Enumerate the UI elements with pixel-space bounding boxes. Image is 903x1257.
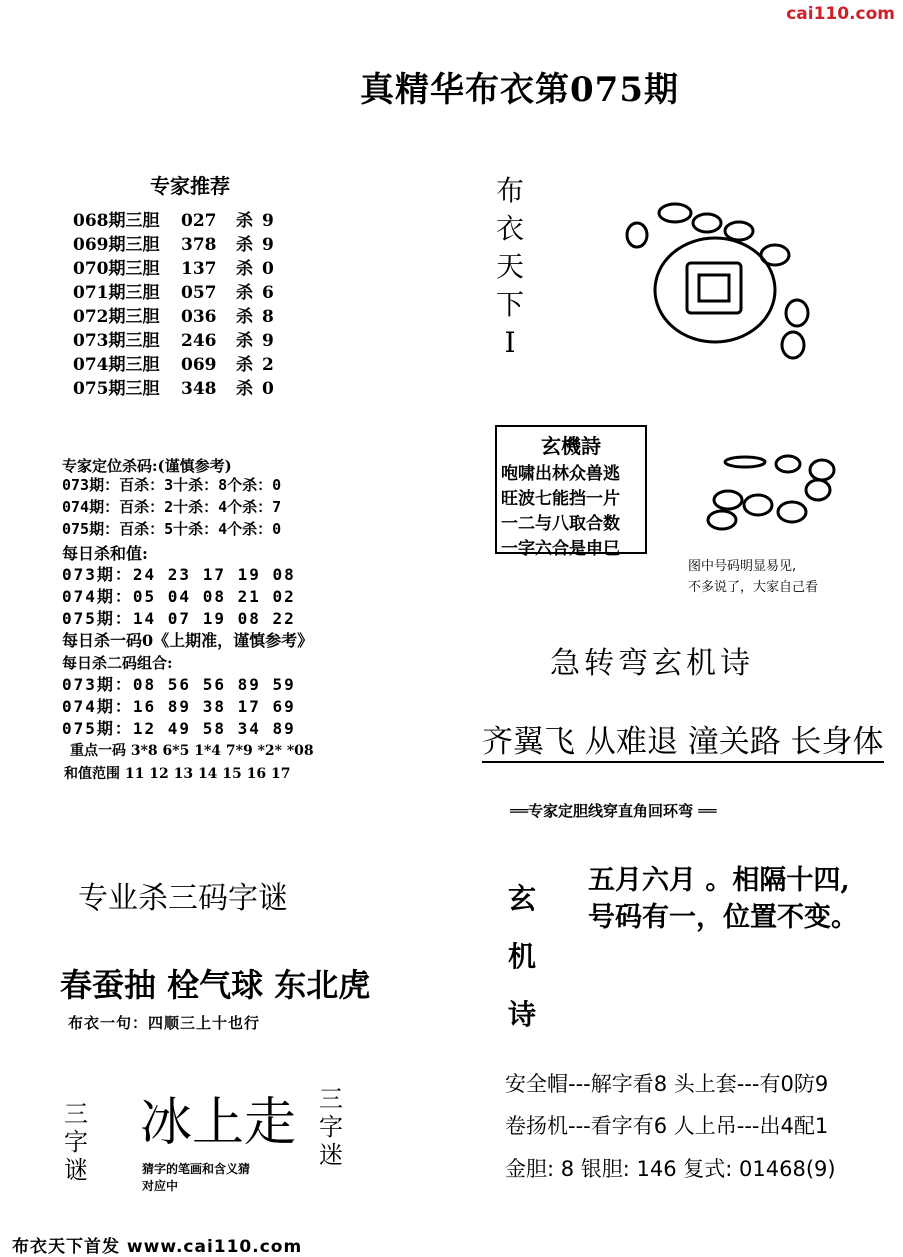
expert-row-period: 074期三胆 — [73, 355, 160, 375]
expert-row-kill: 杀 — [236, 379, 253, 399]
expert-row-nums: 036 — [181, 307, 217, 327]
vertical-char: 字 — [64, 1128, 88, 1156]
expert-row-kill: 杀 — [236, 355, 253, 375]
key-codes: 重点一码 3*8 6*5 1*4 7*9 *2* *08 — [70, 743, 314, 759]
daily-sum-row: 074期：05 04 08 21 02 — [62, 587, 296, 606]
vertical-char: 字 — [319, 1113, 343, 1141]
expert-heading: 专家推荐 — [150, 174, 230, 198]
vertical-char: 玄 — [507, 882, 536, 915]
expert-row-kill: 杀 — [236, 307, 253, 327]
expert-row — [73, 350, 274, 374]
number-drawing-2 — [700, 450, 850, 540]
expert-row-period: 069期三胆 — [73, 235, 160, 255]
xuanji-vertical — [502, 870, 542, 1044]
vertical-char: 机 — [507, 940, 536, 973]
expert-row — [73, 254, 274, 278]
expert-row-period: 073期三胆 — [73, 331, 160, 351]
expert-row-nums: 246 — [181, 331, 217, 351]
poem-line: 咆啸出林众兽逃 — [501, 464, 620, 484]
expert-row-kill: 杀 — [236, 331, 253, 351]
vertical-char: 三 — [64, 1100, 88, 1128]
riddle-side-left — [60, 1100, 92, 1184]
kill-three-line: 春蚕抽 栓气球 东北虎 — [60, 966, 371, 1004]
expert-row-kill-num: 9 — [262, 331, 274, 351]
daily-two-list — [62, 672, 296, 738]
daily-one-code: 每日杀一码0《上期准，谨慎参考》 — [62, 631, 314, 650]
footer: 布衣天下首发 www.cai110.com — [12, 1237, 303, 1257]
riddle-line-1: 安全帽---解字看8 头上套---有0防9 — [505, 1072, 829, 1096]
expert-line: ══专家定胆线穿直角回环弯 ══ — [510, 802, 717, 820]
vertical-char: 迷 — [319, 1141, 343, 1169]
urgent-line: 齐翼飞 从难退 潼关路 长身体 — [482, 716, 884, 763]
expert-row-period: 068期三胆 — [73, 211, 160, 231]
riddle-center-big: 冰上走 — [140, 1093, 297, 1153]
vertical-char: 谜 — [64, 1156, 88, 1184]
expert-row — [73, 230, 274, 254]
daily-two-row: 075期：12 49 58 34 89 — [62, 719, 296, 738]
position-kill-list — [62, 474, 281, 540]
expert-row-nums: 378 — [181, 235, 217, 255]
vertical-char: 诗 — [507, 998, 536, 1031]
expert-row-kill-num: 9 — [262, 211, 274, 231]
daily-sum-list — [62, 562, 296, 628]
poem-line: 一字六合是申巳 — [501, 539, 620, 559]
expert-row-kill-num: 2 — [262, 355, 274, 375]
expert-row — [73, 326, 274, 350]
expert-row-kill-num: 8 — [262, 307, 274, 327]
watermark: cai110.com — [786, 4, 895, 24]
daily-two-heading: 每日杀二码组合: — [62, 654, 173, 672]
position-kill-heading: 专家定位杀码:(谨慎参考) — [62, 457, 232, 475]
vertical-char: I — [504, 326, 516, 359]
expert-row-period: 075期三胆 — [73, 379, 160, 399]
expert-row-nums: 027 — [181, 211, 217, 231]
riddle-note-1: 猜字的笔画和含义猜 — [142, 1162, 251, 1176]
urgent-title: 急转弯玄机诗 — [550, 646, 754, 681]
drawing-caption-2: 不多说了，大家自己看 — [688, 580, 819, 595]
number-drawing-1 — [615, 195, 825, 370]
expert-list — [73, 206, 274, 398]
page-title: 真精华布衣第075期 — [360, 70, 679, 110]
vertical-char: 天 — [495, 250, 524, 283]
expert-row-period: 070期三胆 — [73, 259, 160, 279]
kill-three-heading: 专业杀三码字谜 — [78, 881, 288, 916]
expert-row — [73, 374, 274, 398]
expert-row-kill-num: 9 — [262, 235, 274, 255]
expert-row-nums: 348 — [181, 379, 217, 399]
expert-row-nums: 137 — [181, 259, 217, 279]
expert-row-kill: 杀 — [236, 259, 253, 279]
buyi-line: 布衣一句：四顺三上十也行 — [68, 1014, 261, 1032]
daily-sum-row: 075期：14 07 19 08 22 — [62, 609, 296, 628]
daily-sum-heading: 每日杀和值: — [62, 544, 148, 563]
expert-row-nums: 069 — [181, 355, 217, 375]
poem-line: 一二与八取合数 — [501, 514, 620, 534]
expert-row-kill: 杀 — [236, 283, 253, 303]
riddle-line-3: 金胆: 8 银胆: 146 复式: 01468(9) — [505, 1157, 836, 1181]
vertical-char: 下 — [495, 288, 524, 321]
expert-row — [73, 278, 274, 302]
expert-row-kill-num: 0 — [262, 379, 274, 399]
buyi-vertical-title — [490, 172, 530, 362]
xuanji-line-1: 五月六月 。相隔十四, — [588, 865, 850, 896]
poem-line: 旺波七能挡一片 — [501, 489, 620, 509]
expert-row-kill-num: 0 — [262, 259, 274, 279]
expert-row-nums: 057 — [181, 283, 217, 303]
position-kill-row: 075期：百杀：5十杀：4个杀：0 — [62, 520, 282, 538]
expert-row-kill: 杀 — [236, 211, 253, 231]
expert-row — [73, 302, 274, 326]
riddle-note-2: 对应中 — [142, 1179, 179, 1193]
sum-range: 和值范围 11 12 13 14 15 16 17 — [64, 766, 291, 782]
daily-two-row: 073期：08 56 56 89 59 — [62, 675, 296, 694]
vertical-char: 衣 — [495, 212, 524, 245]
drawing-caption-1: 图中号码明显易见, — [688, 559, 797, 574]
expert-row-period: 071期三胆 — [73, 283, 160, 303]
expert-row-period: 072期三胆 — [73, 307, 160, 327]
expert-row-kill: 杀 — [236, 235, 253, 255]
expert-row-kill-num: 6 — [262, 283, 274, 303]
daily-sum-row: 073期：24 23 17 19 08 — [62, 565, 296, 584]
riddle-line-2: 卷扬机---看字有6 人上吊---出4配1 — [505, 1114, 829, 1138]
expert-row — [73, 206, 274, 230]
poem-box — [495, 425, 647, 559]
position-kill-row: 073期：百杀：3十杀：8个杀：0 — [62, 476, 282, 494]
vertical-char: 三 — [319, 1085, 343, 1113]
daily-two-row: 074期：16 89 38 17 69 — [62, 697, 296, 716]
xuanji-line-2: 号码有一，位置不变。 — [588, 902, 858, 933]
poem-title: 玄機詩 — [541, 434, 601, 458]
position-kill-row: 074期：百杀：2十杀：4个杀：7 — [62, 498, 282, 516]
vertical-char: 布 — [495, 174, 524, 207]
riddle-side-right — [315, 1085, 347, 1169]
